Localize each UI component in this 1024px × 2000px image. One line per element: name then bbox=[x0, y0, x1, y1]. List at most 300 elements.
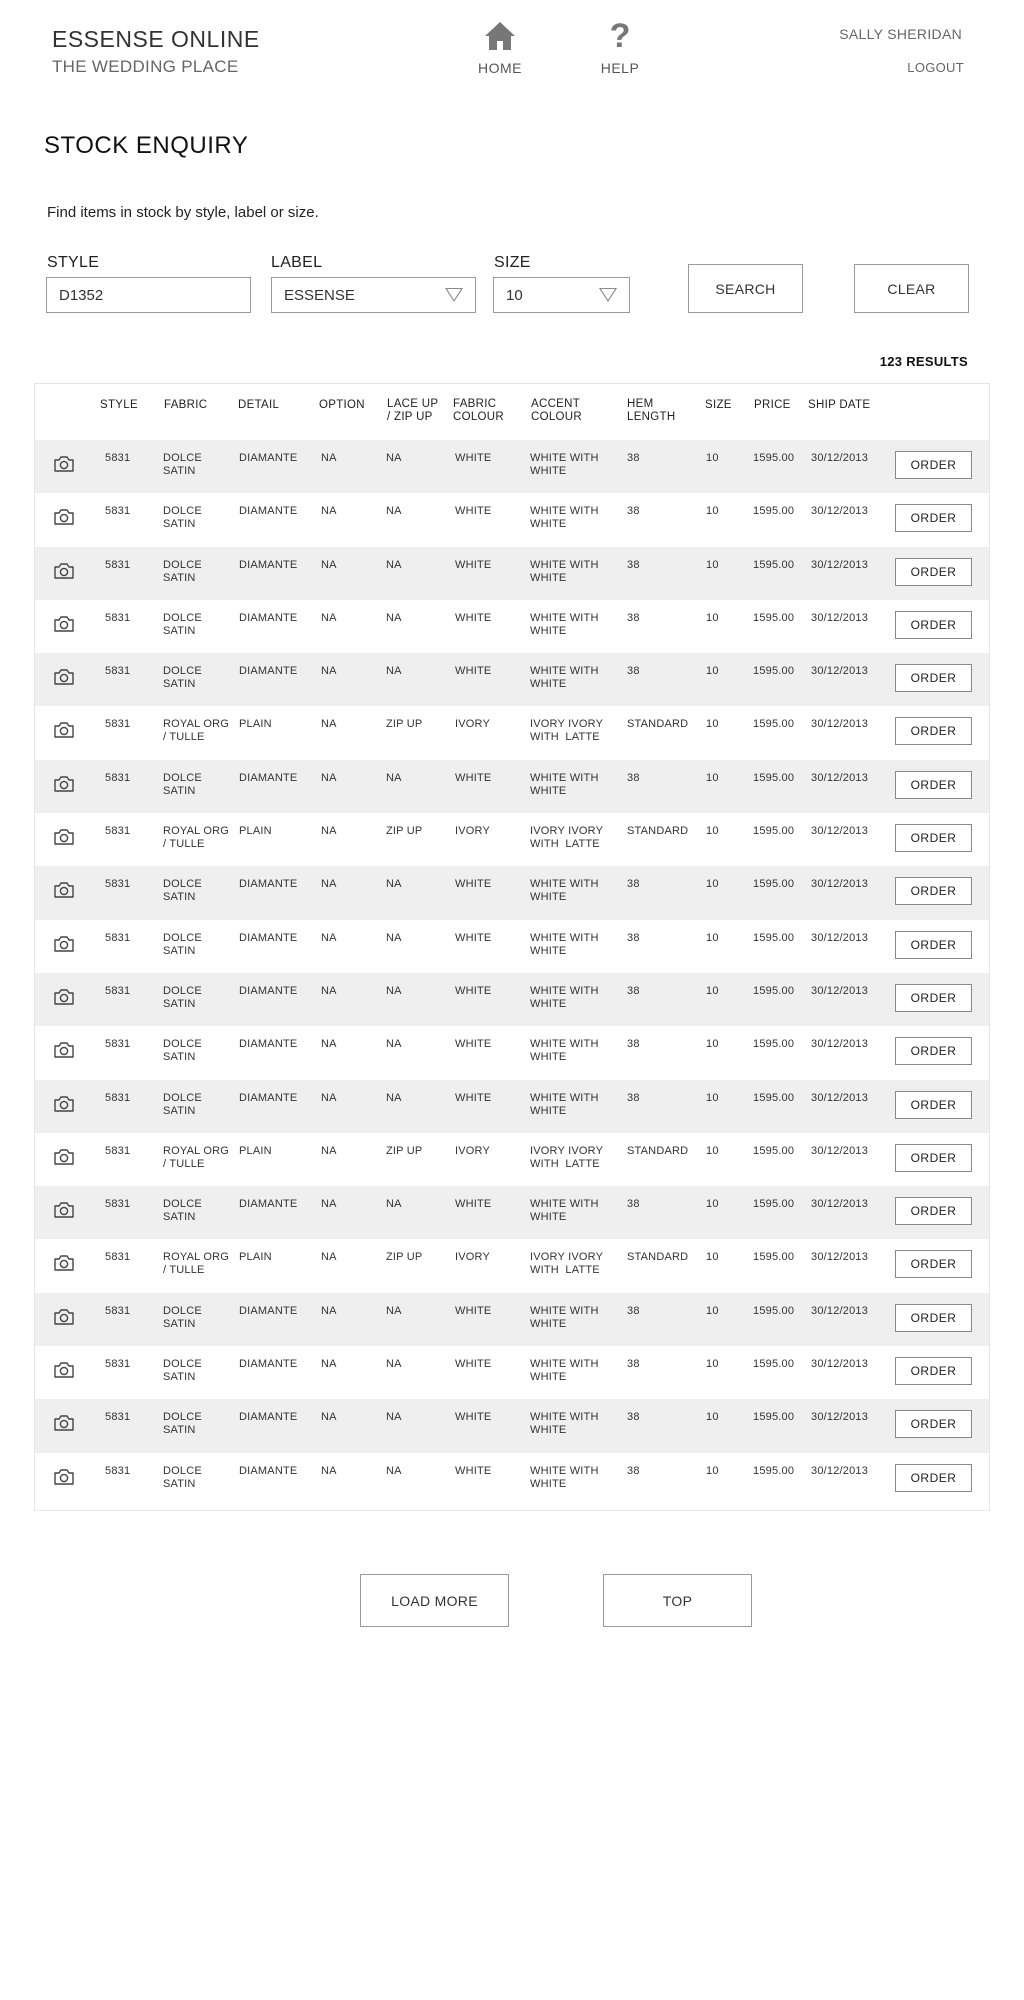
cell-style: 5831 bbox=[105, 878, 131, 891]
cell-fabric-colour: WHITE bbox=[455, 611, 492, 624]
cell-option: NA bbox=[321, 718, 337, 731]
cell-size: 10 bbox=[706, 1464, 719, 1477]
camera-icon[interactable] bbox=[53, 508, 75, 531]
cell-lace-zip: NA bbox=[386, 878, 402, 891]
cell-accent-colour: IVORY IVORY WITH LATTE bbox=[530, 718, 604, 744]
cell-accent-colour: WHITE WITH WHITE bbox=[530, 1091, 599, 1117]
cell-lace-zip: NA bbox=[386, 984, 402, 997]
cell-detail: DIAMANTE bbox=[239, 984, 298, 997]
cell-option: NA bbox=[321, 771, 337, 784]
cell-style: 5831 bbox=[105, 1358, 131, 1371]
cell-hem-length: 38 bbox=[627, 1038, 640, 1051]
cell-lace-zip: ZIP UP bbox=[386, 718, 423, 731]
order-button[interactable]: ORDER bbox=[895, 717, 972, 745]
nav-home[interactable] bbox=[440, 18, 560, 76]
cell-accent-colour: WHITE WITH WHITE bbox=[530, 771, 599, 797]
table-row bbox=[35, 1080, 989, 1133]
cell-price: 1595.00 bbox=[753, 1038, 795, 1051]
cell-size: 10 bbox=[706, 1358, 719, 1371]
cell-fabric-colour: WHITE bbox=[455, 1304, 492, 1317]
cell-size: 10 bbox=[706, 825, 719, 838]
cell-style: 5831 bbox=[105, 452, 131, 464]
cell-price: 1595.00 bbox=[753, 558, 795, 571]
cell-fabric-colour: WHITE bbox=[455, 984, 492, 997]
col-accent-colour: ACCENT COLOUR bbox=[531, 398, 583, 423]
cell-ship-date: 30/12/2013 bbox=[811, 825, 869, 838]
cell-hem-length: 38 bbox=[627, 1198, 640, 1211]
table-row bbox=[35, 440, 989, 493]
table-body bbox=[35, 440, 989, 1506]
cell-lace-zip: NA bbox=[386, 665, 402, 678]
col-option: OPTION bbox=[319, 399, 365, 411]
cell-price: 1595.00 bbox=[753, 878, 795, 891]
cell-hem-length: 38 bbox=[627, 1411, 640, 1424]
size-select[interactable] bbox=[493, 277, 630, 313]
cell-ship-date: 30/12/2013 bbox=[811, 1038, 869, 1051]
search-button[interactable]: SEARCH bbox=[688, 264, 803, 313]
col-price: PRICE bbox=[754, 399, 791, 411]
cell-accent-colour: WHITE WITH WHITE bbox=[530, 984, 599, 1010]
cell-detail: DIAMANTE bbox=[239, 1038, 298, 1051]
cell-lace-zip: NA bbox=[386, 771, 402, 784]
cell-fabric: DOLCE SATIN bbox=[163, 1304, 202, 1330]
col-fabric: FABRIC bbox=[164, 399, 208, 411]
cell-style: 5831 bbox=[105, 1038, 131, 1051]
cell-lace-zip: NA bbox=[386, 611, 402, 624]
order-button[interactable]: ORDER bbox=[895, 1410, 972, 1438]
cell-fabric: DOLCE SATIN bbox=[163, 931, 202, 957]
cell-option: NA bbox=[321, 1464, 337, 1477]
cell-ship-date: 30/12/2013 bbox=[811, 984, 869, 997]
cell-fabric: ROYAL ORG / TULLE bbox=[163, 825, 229, 851]
cell-accent-colour: WHITE WITH WHITE bbox=[530, 1038, 599, 1064]
cell-size: 10 bbox=[706, 665, 719, 678]
cell-hem-length: 38 bbox=[627, 1358, 640, 1371]
cell-accent-colour: IVORY IVORY WITH LATTE bbox=[530, 1144, 604, 1170]
cell-lace-zip: NA bbox=[386, 1198, 402, 1211]
camera-icon[interactable] bbox=[53, 881, 75, 904]
cell-price: 1595.00 bbox=[753, 1464, 795, 1477]
nav-help-label: HELP bbox=[600, 60, 640, 76]
camera-icon[interactable] bbox=[53, 615, 75, 638]
table-row bbox=[35, 1346, 989, 1399]
cell-detail: PLAIN bbox=[239, 718, 272, 731]
cell-style: 5831 bbox=[105, 718, 131, 731]
cell-accent-colour: WHITE WITH WHITE bbox=[530, 665, 599, 691]
cell-ship-date: 30/12/2013 bbox=[811, 1464, 869, 1477]
cell-accent-colour: WHITE WITH WHITE bbox=[530, 558, 599, 584]
cell-price: 1595.00 bbox=[753, 931, 795, 944]
cell-hem-length: STANDARD bbox=[627, 1144, 689, 1157]
cell-detail: DIAMANTE bbox=[239, 931, 298, 944]
cell-fabric: ROYAL ORG / TULLE bbox=[163, 718, 229, 744]
help-icon: ? bbox=[609, 17, 631, 55]
cell-accent-colour: IVORY IVORY WITH LATTE bbox=[530, 1251, 604, 1277]
cell-fabric: DOLCE SATIN bbox=[163, 505, 202, 531]
main-nav bbox=[440, 18, 680, 76]
cell-size: 10 bbox=[706, 1198, 719, 1211]
cell-fabric-colour: WHITE bbox=[455, 878, 492, 891]
cell-fabric: DOLCE SATIN bbox=[163, 771, 202, 797]
cell-lace-zip: NA bbox=[386, 1091, 402, 1104]
cell-fabric-colour: WHITE bbox=[455, 665, 492, 678]
chevron-down-icon bbox=[599, 288, 617, 302]
cell-option: NA bbox=[321, 452, 337, 464]
camera-icon[interactable] bbox=[53, 668, 75, 691]
table-row bbox=[35, 493, 989, 546]
cell-option: NA bbox=[321, 1038, 337, 1051]
cell-price: 1595.00 bbox=[753, 1144, 795, 1157]
order-button[interactable]: ORDER bbox=[895, 1464, 972, 1492]
cell-price: 1595.00 bbox=[753, 1358, 795, 1371]
cell-fabric-colour: WHITE bbox=[455, 1091, 492, 1104]
clear-button[interactable]: CLEAR bbox=[854, 264, 969, 313]
cell-size: 10 bbox=[706, 611, 719, 624]
cell-price: 1595.00 bbox=[753, 1091, 795, 1104]
order-button[interactable]: ORDER bbox=[895, 1304, 972, 1332]
cell-detail: DIAMANTE bbox=[239, 1091, 298, 1104]
camera-icon[interactable] bbox=[53, 1041, 75, 1064]
cell-accent-colour: IVORY IVORY WITH LATTE bbox=[530, 825, 604, 851]
cell-ship-date: 30/12/2013 bbox=[811, 1198, 869, 1211]
cell-hem-length: 38 bbox=[627, 771, 640, 784]
cell-detail: DIAMANTE bbox=[239, 878, 298, 891]
cell-style: 5831 bbox=[105, 1091, 131, 1104]
table-header bbox=[35, 384, 989, 440]
cell-fabric: DOLCE SATIN bbox=[163, 878, 202, 904]
cell-fabric: DOLCE SATIN bbox=[163, 558, 202, 584]
cell-detail: PLAIN bbox=[239, 825, 272, 838]
table-row bbox=[35, 1239, 989, 1292]
order-button[interactable]: ORDER bbox=[895, 664, 972, 692]
results-count: 123 RESULTS bbox=[879, 354, 968, 369]
cell-fabric-colour: WHITE bbox=[455, 931, 492, 944]
cell-hem-length: 38 bbox=[627, 452, 640, 464]
cell-ship-date: 30/12/2013 bbox=[811, 1144, 869, 1157]
cell-fabric-colour: WHITE bbox=[455, 771, 492, 784]
cell-detail: DIAMANTE bbox=[239, 452, 298, 464]
order-button[interactable]: ORDER bbox=[895, 1357, 972, 1385]
order-button[interactable]: ORDER bbox=[895, 771, 972, 799]
camera-icon[interactable] bbox=[53, 1095, 75, 1118]
cell-lace-zip: NA bbox=[386, 1038, 402, 1051]
camera-icon[interactable] bbox=[53, 1254, 75, 1277]
cell-option: NA bbox=[321, 931, 337, 944]
col-ship-date: SHIP DATE bbox=[808, 399, 871, 411]
cell-option: NA bbox=[321, 1304, 337, 1317]
cell-size: 10 bbox=[706, 931, 719, 944]
nav-home-label: HOME bbox=[478, 60, 522, 76]
order-button[interactable]: ORDER bbox=[895, 1037, 972, 1065]
table-row bbox=[35, 1399, 989, 1452]
top-button[interactable]: TOP bbox=[603, 1574, 752, 1627]
cell-ship-date: 30/12/2013 bbox=[811, 771, 869, 784]
cell-hem-length: 38 bbox=[627, 1304, 640, 1317]
style-input-value: D1352 bbox=[59, 286, 104, 304]
cell-option: NA bbox=[321, 665, 337, 678]
cell-style: 5831 bbox=[105, 1464, 131, 1477]
cell-accent-colour: WHITE WITH WHITE bbox=[530, 1464, 599, 1490]
cell-fabric-colour: IVORY bbox=[455, 825, 491, 838]
table-row bbox=[35, 813, 989, 866]
cell-ship-date: 30/12/2013 bbox=[811, 931, 869, 944]
cell-accent-colour: WHITE WITH WHITE bbox=[530, 1198, 599, 1224]
cell-option: NA bbox=[321, 1411, 337, 1424]
cell-fabric: DOLCE SATIN bbox=[163, 452, 202, 477]
cell-option: NA bbox=[321, 1251, 337, 1264]
cell-lace-zip: NA bbox=[386, 1411, 402, 1424]
cell-hem-length: 38 bbox=[627, 878, 640, 891]
cell-style: 5831 bbox=[105, 1198, 131, 1211]
cell-lace-zip: NA bbox=[386, 1358, 402, 1371]
chevron-down-icon bbox=[445, 288, 463, 302]
cell-hem-length: 38 bbox=[627, 665, 640, 678]
cell-lace-zip: ZIP UP bbox=[386, 1144, 423, 1157]
cell-size: 10 bbox=[706, 718, 719, 731]
cell-lace-zip: ZIP UP bbox=[386, 1251, 423, 1264]
cell-price: 1595.00 bbox=[753, 505, 795, 518]
order-button[interactable]: ORDER bbox=[895, 451, 972, 479]
cell-price: 1595.00 bbox=[753, 452, 795, 464]
label-select[interactable] bbox=[271, 277, 476, 313]
camera-icon[interactable] bbox=[53, 455, 75, 478]
page-title: STOCK ENQUIRY bbox=[44, 132, 249, 159]
order-button[interactable]: ORDER bbox=[895, 611, 972, 639]
cell-fabric: DOLCE SATIN bbox=[163, 665, 202, 691]
cell-size: 10 bbox=[706, 1144, 719, 1157]
order-button[interactable]: ORDER bbox=[895, 984, 972, 1012]
cell-option: NA bbox=[321, 505, 337, 518]
order-button[interactable]: ORDER bbox=[895, 1250, 972, 1278]
cell-style: 5831 bbox=[105, 505, 131, 518]
cell-ship-date: 30/12/2013 bbox=[811, 505, 869, 518]
cell-style: 5831 bbox=[105, 558, 131, 571]
cell-lace-zip: NA bbox=[386, 1304, 402, 1317]
cell-option: NA bbox=[321, 1091, 337, 1104]
camera-icon[interactable] bbox=[53, 1308, 75, 1331]
table-row bbox=[35, 760, 989, 813]
cell-size: 10 bbox=[706, 505, 719, 518]
cell-fabric-colour: IVORY bbox=[455, 1251, 491, 1264]
brand-name: ESSENSE ONLINE bbox=[52, 26, 260, 52]
cell-size: 10 bbox=[706, 1411, 719, 1424]
order-button[interactable]: ORDER bbox=[895, 504, 972, 532]
cell-fabric: DOLCE SATIN bbox=[163, 611, 202, 637]
cell-accent-colour: WHITE WITH WHITE bbox=[530, 878, 599, 904]
order-button[interactable]: ORDER bbox=[895, 877, 972, 905]
cell-accent-colour: WHITE WITH WHITE bbox=[530, 505, 599, 531]
cell-size: 10 bbox=[706, 1038, 719, 1051]
cell-price: 1595.00 bbox=[753, 665, 795, 678]
cell-fabric: DOLCE SATIN bbox=[163, 1198, 202, 1224]
cell-lace-zip: NA bbox=[386, 452, 402, 464]
camera-icon[interactable] bbox=[53, 935, 75, 958]
camera-icon[interactable] bbox=[53, 1201, 75, 1224]
page-intro: Find items in stock by style, label or size. bbox=[47, 204, 319, 221]
cell-detail: DIAMANTE bbox=[239, 505, 298, 518]
user-name: SALLY SHERIDAN bbox=[839, 26, 962, 42]
cell-fabric: DOLCE SATIN bbox=[163, 1411, 202, 1437]
cell-fabric: ROYAL ORG / TULLE bbox=[163, 1144, 229, 1170]
cell-size: 10 bbox=[706, 452, 719, 464]
cell-option: NA bbox=[321, 984, 337, 997]
cell-accent-colour: WHITE WITH WHITE bbox=[530, 1304, 599, 1330]
cell-fabric: DOLCE SATIN bbox=[163, 1464, 202, 1490]
col-size: SIZE bbox=[705, 399, 732, 411]
cell-ship-date: 30/12/2013 bbox=[811, 878, 869, 891]
table-row bbox=[35, 920, 989, 973]
cell-detail: DIAMANTE bbox=[239, 1464, 298, 1477]
cell-price: 1595.00 bbox=[753, 1304, 795, 1317]
cell-detail: DIAMANTE bbox=[239, 1411, 298, 1424]
nav-help[interactable] bbox=[560, 18, 680, 76]
brand bbox=[52, 26, 260, 77]
cell-price: 1595.00 bbox=[753, 1198, 795, 1211]
cell-fabric-colour: WHITE bbox=[455, 1464, 492, 1477]
camera-icon[interactable] bbox=[53, 775, 75, 798]
cell-option: NA bbox=[321, 878, 337, 891]
col-hem-length: HEM LENGTH bbox=[627, 398, 676, 423]
order-button[interactable]: ORDER bbox=[895, 1091, 972, 1119]
cell-option: NA bbox=[321, 825, 337, 838]
cell-style: 5831 bbox=[105, 1251, 131, 1264]
table-row bbox=[35, 1293, 989, 1346]
cell-ship-date: 30/12/2013 bbox=[811, 452, 869, 464]
table-row bbox=[35, 706, 989, 759]
camera-icon[interactable] bbox=[53, 1468, 75, 1491]
camera-icon[interactable] bbox=[53, 828, 75, 851]
cell-detail: DIAMANTE bbox=[239, 771, 298, 784]
cell-detail: PLAIN bbox=[239, 1251, 272, 1264]
home-icon bbox=[484, 18, 516, 54]
cell-price: 1595.00 bbox=[753, 611, 795, 624]
camera-icon[interactable] bbox=[53, 721, 75, 744]
cell-lace-zip: NA bbox=[386, 558, 402, 571]
cell-style: 5831 bbox=[105, 984, 131, 997]
cell-detail: DIAMANTE bbox=[239, 665, 298, 678]
cell-price: 1595.00 bbox=[753, 825, 795, 838]
cell-hem-length: 38 bbox=[627, 1091, 640, 1104]
cell-hem-length: STANDARD bbox=[627, 1251, 689, 1264]
cell-fabric-colour: WHITE bbox=[455, 1038, 492, 1051]
cell-style: 5831 bbox=[105, 611, 131, 624]
cell-price: 1595.00 bbox=[753, 718, 795, 731]
cell-fabric-colour: WHITE bbox=[455, 452, 492, 464]
cell-fabric: DOLCE SATIN bbox=[163, 984, 202, 1010]
cell-ship-date: 30/12/2013 bbox=[811, 611, 869, 624]
cell-style: 5831 bbox=[105, 1411, 131, 1424]
cell-ship-date: 30/12/2013 bbox=[811, 665, 869, 678]
order-button[interactable]: ORDER bbox=[895, 1197, 972, 1225]
order-button[interactable]: ORDER bbox=[895, 824, 972, 852]
camera-icon[interactable] bbox=[53, 1414, 75, 1437]
cell-hem-length: 38 bbox=[627, 931, 640, 944]
cell-detail: DIAMANTE bbox=[239, 611, 298, 624]
cell-hem-length: 38 bbox=[627, 505, 640, 518]
label-select-value: ESSENSE bbox=[284, 286, 355, 304]
cell-fabric-colour: WHITE bbox=[455, 505, 492, 518]
cell-price: 1595.00 bbox=[753, 1251, 795, 1264]
cell-size: 10 bbox=[706, 1251, 719, 1264]
size-select-value: 10 bbox=[506, 286, 523, 304]
cell-fabric-colour: WHITE bbox=[455, 558, 492, 571]
cell-ship-date: 30/12/2013 bbox=[811, 1411, 869, 1424]
cell-ship-date: 30/12/2013 bbox=[811, 718, 869, 731]
cell-lace-zip: ZIP UP bbox=[386, 825, 423, 838]
cell-price: 1595.00 bbox=[753, 984, 795, 997]
cell-option: NA bbox=[321, 558, 337, 571]
cell-fabric-colour: WHITE bbox=[455, 1358, 492, 1371]
col-style: STYLE bbox=[100, 399, 138, 411]
camera-icon[interactable] bbox=[53, 988, 75, 1011]
table-row bbox=[35, 1453, 989, 1506]
cell-hem-length: 38 bbox=[627, 984, 640, 997]
cell-ship-date: 30/12/2013 bbox=[811, 558, 869, 571]
cell-ship-date: 30/12/2013 bbox=[811, 1358, 869, 1371]
cell-size: 10 bbox=[706, 984, 719, 997]
cell-hem-length: STANDARD bbox=[627, 718, 689, 731]
cell-ship-date: 30/12/2013 bbox=[811, 1091, 869, 1104]
table-row bbox=[35, 653, 989, 706]
style-input[interactable] bbox=[46, 277, 251, 313]
cell-hem-length: 38 bbox=[627, 558, 640, 571]
cell-fabric-colour: IVORY bbox=[455, 718, 491, 731]
order-button[interactable]: ORDER bbox=[895, 558, 972, 586]
cell-price: 1595.00 bbox=[753, 771, 795, 784]
order-button[interactable]: ORDER bbox=[895, 1144, 972, 1172]
table-row bbox=[35, 1133, 989, 1186]
cell-style: 5831 bbox=[105, 665, 131, 678]
cell-option: NA bbox=[321, 1198, 337, 1211]
label-label: LABEL bbox=[271, 254, 323, 271]
cell-option: NA bbox=[321, 1144, 337, 1157]
cell-hem-length: 38 bbox=[627, 611, 640, 624]
order-button[interactable]: ORDER bbox=[895, 931, 972, 959]
cell-ship-date: 30/12/2013 bbox=[811, 1304, 869, 1317]
camera-icon[interactable] bbox=[53, 1361, 75, 1384]
load-more-button[interactable]: LOAD MORE bbox=[360, 1574, 509, 1627]
table-row bbox=[35, 973, 989, 1026]
cell-style: 5831 bbox=[105, 1144, 131, 1157]
cell-price: 1595.00 bbox=[753, 1411, 795, 1424]
cell-style: 5831 bbox=[105, 1304, 131, 1317]
logout-link[interactable]: LOGOUT bbox=[907, 60, 964, 75]
camera-icon[interactable] bbox=[53, 562, 75, 585]
cell-fabric-colour: IVORY bbox=[455, 1144, 491, 1157]
cell-fabric: DOLCE SATIN bbox=[163, 1091, 202, 1117]
cell-ship-date: 30/12/2013 bbox=[811, 1251, 869, 1264]
cell-style: 5831 bbox=[105, 825, 131, 838]
brand-tagline: THE WEDDING PLACE bbox=[52, 57, 239, 76]
cell-fabric-colour: WHITE bbox=[455, 1411, 492, 1424]
camera-icon[interactable] bbox=[53, 1148, 75, 1171]
cell-style: 5831 bbox=[105, 931, 131, 944]
cell-detail: DIAMANTE bbox=[239, 558, 298, 571]
col-fabric-colour: FABRIC COLOUR bbox=[453, 398, 505, 423]
cell-size: 10 bbox=[706, 1091, 719, 1104]
cell-hem-length: STANDARD bbox=[627, 825, 689, 838]
cell-lace-zip: NA bbox=[386, 1464, 402, 1477]
cell-fabric: ROYAL ORG / TULLE bbox=[163, 1251, 229, 1277]
cell-accent-colour: WHITE WITH WHITE bbox=[530, 452, 599, 477]
cell-detail: PLAIN bbox=[239, 1144, 272, 1157]
table-row bbox=[35, 547, 989, 600]
cell-accent-colour: WHITE WITH WHITE bbox=[530, 1358, 599, 1384]
cell-style: 5831 bbox=[105, 771, 131, 784]
col-detail: DETAIL bbox=[238, 399, 280, 411]
table-row bbox=[35, 600, 989, 653]
table-row bbox=[35, 1026, 989, 1079]
